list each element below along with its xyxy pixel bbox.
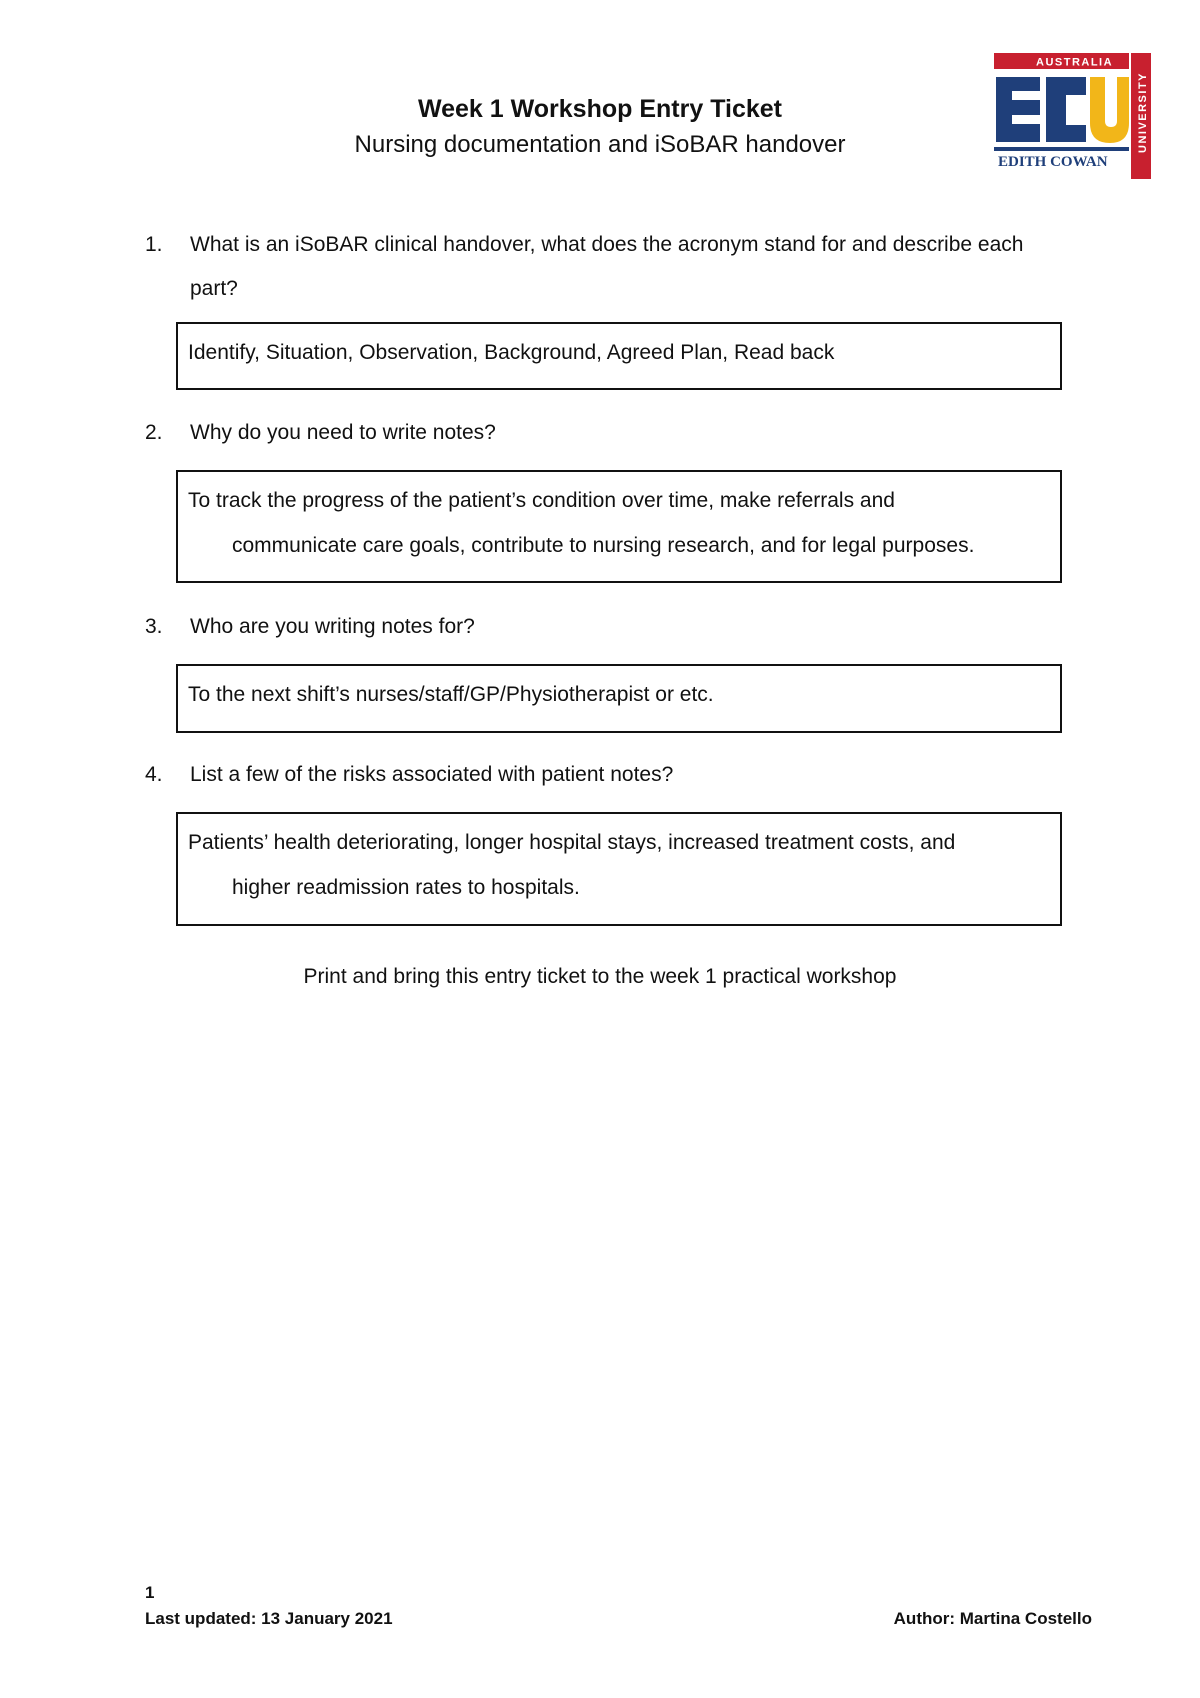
question-number: 3. (145, 615, 163, 638)
logo-bottom-text: EDITH COWAN (998, 154, 1108, 170)
logo-top-text: AUSTRALIA (1036, 56, 1114, 69)
question-3 (145, 605, 1075, 649)
answer-text: Identify, Situation, Observation, Background, Agreed Plan, Read back (188, 341, 835, 364)
answer-box-1[interactable] (176, 322, 1062, 390)
answer-box-3[interactable] (176, 664, 1062, 733)
page-subtitle: Nursing documentation and iSoBAR handover (354, 131, 846, 158)
question-text: List a few of the risks associated with patient notes? (190, 763, 674, 786)
answer-text: To the next shift’s nurses/staff/GP/Physiotherapist or etc. (188, 683, 714, 706)
answer-box-2[interactable] (176, 470, 1062, 583)
footer-page-number: 1 (145, 1583, 155, 1602)
answer-text: Patients’ health deteriorating, longer hospital stays, increased treatment costs, and (188, 831, 956, 854)
page-title: Week 1 Workshop Entry Ticket (417, 95, 782, 123)
question-number: 1. (145, 233, 163, 256)
question-number: 4. (145, 763, 163, 786)
print-instruction: Print and bring this entry ticket to the week 1 practical workshop (303, 965, 897, 988)
question-text: Why do you need to write notes? (190, 421, 496, 444)
footer-author: Author: Martina Costello (893, 1609, 1092, 1628)
answer-text-continued: higher readmission rates to hospitals. (232, 876, 580, 899)
question-1 (145, 223, 1075, 311)
answer-text-continued: communicate care goals, contribute to nursing research, and for legal purposes. (232, 534, 975, 557)
question-text: What is an iSoBAR clinical handover, what does the acronym stand for and describe each part? (190, 233, 1024, 300)
question-text: Who are you writing notes for? (190, 615, 475, 638)
question-number: 2. (145, 421, 163, 444)
footer-last-updated: Last updated: 13 January 2021 (145, 1609, 393, 1628)
question-2 (145, 411, 1075, 455)
answer-box-4[interactable] (176, 812, 1062, 926)
question-4 (145, 753, 1075, 797)
answer-text: To track the progress of the patient’s condition over time, make referrals and (188, 489, 895, 512)
ecu-logo (994, 53, 1153, 179)
logo-side-text: UNIVERSITY (1137, 71, 1149, 153)
